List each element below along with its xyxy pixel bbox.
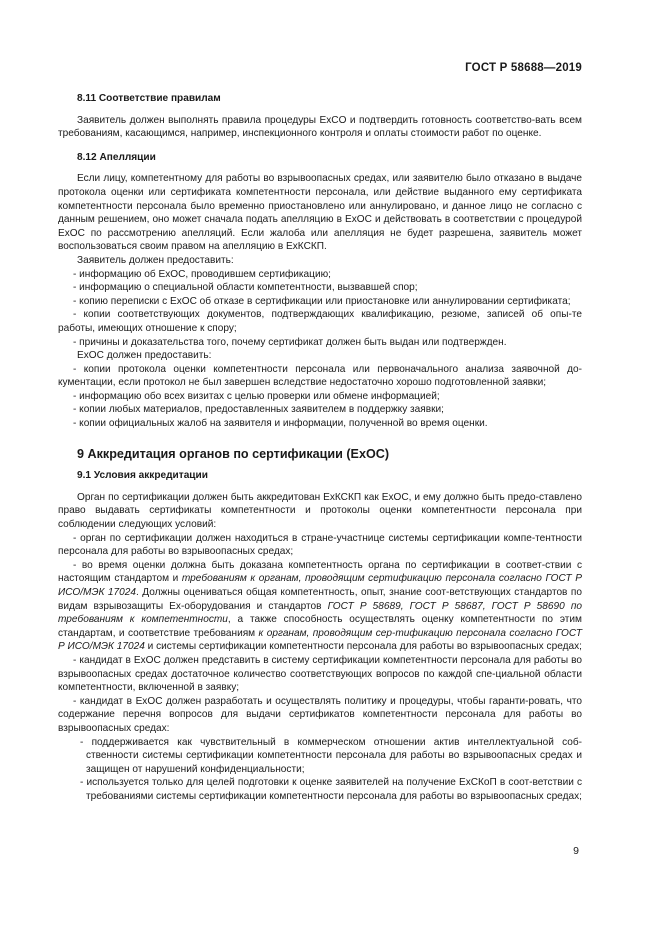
exoc-list-item: - копии любых материалов, предоставленных заявителем в поддержку заявки; <box>73 404 444 416</box>
exoc-list-item: - копии официальных жалоб на заявителя и информации, полученной во время оценки. <box>73 418 488 430</box>
condition-item: - орган по сертификации должен находиться в стране-участнице системы сертификации компе-тентности персонала для работы во взрывоопасных средах; <box>58 532 582 558</box>
condition-text: и системы сертификации компетентности персонала для работы во взрывоопасных средах; <box>144 641 582 653</box>
condition-text: . Должны оцениваться общая компетентность, опыт, знание соот-ветствующих стандартов по видам взрывозащиты Ех-оборудования и стандартов <box>58 587 582 612</box>
section-8-11-heading: 8.11 Соответствие правилам <box>77 93 221 104</box>
condition-item: - кандидат в ExOC должен разработать и осуществлять политику и процедуры, чтобы гаранти-ровать, что содержание перечня вопросов для выдачи сертификатов компетентности персонала для работы во взрывоопасных средах: <box>58 695 582 734</box>
page-number: 9 <box>573 845 579 857</box>
applicant-list-item: - копию переписки с ExOC об отказе в сертификации или приостановке или аннулировании сертификата; <box>73 295 571 307</box>
appeals-paragraph: Если лицу, компетентному для работы во взрывоопасных средах, или заявителю было отказано в выдаче протокола оценки или сертификата компетентности персонала, или действие выданного ему сертификата компетентности персонала было временно приостановлено или аннулировано, и данное лицо не согласно с данным решением, оно может сначала подать апелляцию в ExOC и действовать в соответствии с процедурой ExOC по рассмотрению апелляций. Если жалоба или апелляция не будет разрешена, заявитель может воспользоваться своим правом на апелляцию в ЕхКСКП. <box>58 173 582 253</box>
condition-subitem: - поддерживается как чувствительный в коммерческом отношении актив интеллектуальной соб-ственности системы сертификации компетентности персонала для работы во взрывоопасных средах и защищен от нарушений конфиденциальности; <box>80 736 582 775</box>
applicant-list-item: - причины и доказательства того, почему сертификат должен быть выдан или подтвержден. <box>73 336 507 348</box>
condition-italic-ref: требованиям к органам, проводящим сертификацию персонала согласно ГОСТ Р ИСО/МЭК 17024 <box>58 573 582 598</box>
condition-italic-ref: к органам, проводящим сер-тификацию персонала согласно ГОСТ Р ИСО/МЭК 17024 <box>58 627 582 653</box>
section-9-heading: 9 Аккредитация органов по сертификации (ExOC) <box>77 446 390 461</box>
section-8-12-heading: 8.12 Апелляции <box>77 151 156 163</box>
exoc-list-item: - информацию обо всех визитах с целью проверки или обмене информацией; <box>73 390 440 402</box>
condition-italic-ref: ГОСТ Р 58689, ГОСТ Р 58687, ГОСТ Р 58690 по требованиям к компетентности <box>58 600 582 626</box>
page-content <box>58 92 582 804</box>
standard-header: ГОСТ Р 58688—2019 <box>465 62 582 74</box>
section-9-1-heading: 9.1 Условия аккредитации <box>77 470 208 482</box>
applicant-list-item: - информацию о специальной области компетентности, вызвавшей спор; <box>73 282 418 294</box>
section-8-11-paragraph: Заявитель должен выполнять правила процедуры ExCO и подтвердить готовность соответство-вать всем требованиям, касающимся, например, инспекционного контроля и оплаты стоимости работ по оценке. <box>58 114 582 140</box>
condition-item: - кандидат в ExOC должен представить в систему сертификации компетентности персонала для работы во взрывоопасных средах достаточное количество соответствующих вопросов по каждой спе-циальной области компетентности, включенной в заявку; <box>58 654 582 694</box>
exoc-list-item: - копии протокола оценки компетентности персонала или первоначального анализа заявочной до-кументации, если протокол не был завершен вследствие недостаточно хорошо подготовленной заявки; <box>58 363 582 389</box>
applicant-list-item: - копии соответствующих документов, подтверждающих квалификацию, резюме, записей об опы-те работы, имеющих отношение к спору; <box>58 309 582 334</box>
accreditation-paragraph: Орган по сертификации должен быть аккредитован ЕхКСКП как ExOC, и ему должно быть предо-ставлено право выдавать сертификаты компетентности и протоколы оценки компетентности персонала при соблюдении следующих условий: <box>58 491 582 531</box>
applicant-must-provide: Заявитель должен предоставить: <box>77 254 234 266</box>
condition-text: - во время оценки должна быть доказана компетентность органа по сертификации в соответ-ствии с настоящим стандартом и <box>58 559 582 585</box>
condition-subitem: - используется только для целей подготовки к оценке заявителей на получение ЕхСКоП в соот-ветствии с требованиями системы сертификации компетентности персонала для работы во взрывоопасных средах; <box>80 777 582 802</box>
condition-item <box>58 559 582 654</box>
condition-text: , а также способность осуществлять оценку компетентности по этим стандартам, и соответствие требованиям <box>58 614 582 639</box>
exoc-must-provide: ExOC должен предоставить: <box>77 350 212 362</box>
applicant-list-item: - информацию об ExOC, проводившем сертификацию; <box>73 268 331 280</box>
